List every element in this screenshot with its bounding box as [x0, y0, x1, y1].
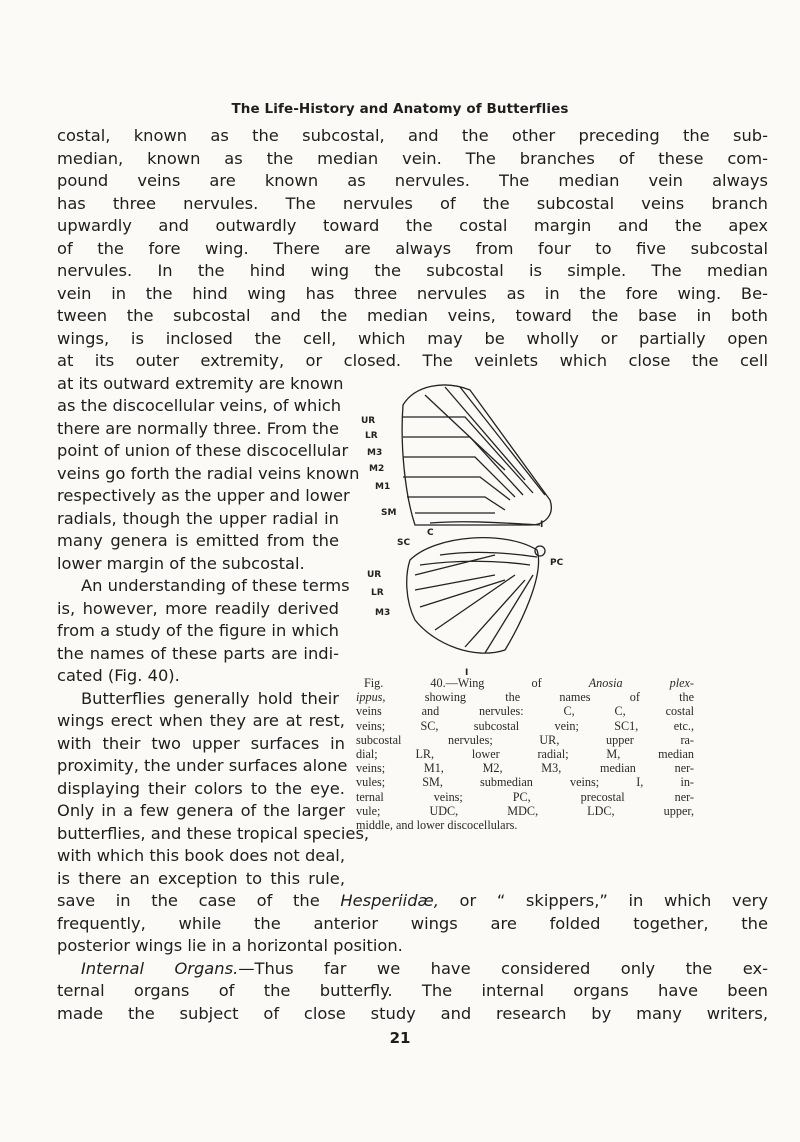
text-line: posterior wings lie in a horizontal position. [57, 936, 403, 955]
text-line: the names of these parts are indi- [57, 643, 339, 663]
label-pc: PC [550, 558, 564, 568]
wing-diagram [355, 375, 575, 675]
page-number: 21 [389, 1029, 411, 1047]
label-lr: LR [365, 431, 378, 441]
text-line: pound veins are known as nervules. The median vein always [57, 171, 768, 190]
text-line: tween the subcostal and the median veins, toward the base in both [57, 306, 768, 325]
text-line: An understanding of these terms [81, 576, 350, 595]
text-line: with their two upper surfaces in [57, 733, 345, 753]
text-line: respectively as the upper and lower [57, 486, 350, 505]
text-line: as the discocellular veins, of which [57, 396, 342, 415]
text-line: from a study of the figure in which [57, 621, 339, 640]
text-line: proximity, the under surfaces alone [57, 756, 348, 775]
text-line: save in the case of the Hesperiidæ, or “ skippers,” in which very [57, 891, 768, 910]
text-line: ternal organs of the butterfly. The internal organs have been [57, 981, 768, 1000]
label-m1: M1 [375, 482, 391, 492]
text-line: there are normally three. From the [57, 418, 339, 438]
label-c: C [427, 528, 434, 538]
text-line: nervules. In the hind wing the subcostal is simple. The median [57, 261, 768, 280]
text-line: radials, though the upper radial in [57, 508, 339, 528]
text-line: many genera is emitted from the [57, 531, 339, 550]
text-line: Butterflies generally hold their [81, 688, 339, 708]
label-m2: M2 [369, 464, 385, 474]
text-line: cated (Fig. 40). [57, 666, 180, 685]
text-line: is there an exception to this rule, [57, 868, 345, 888]
label-m3: M3 [367, 448, 383, 458]
text-line: displaying their colors to the eye. [57, 778, 345, 798]
label-ur: UR [361, 416, 376, 426]
text-line: wings, is inclosed the cell, which may be wholly or partially open [57, 328, 768, 348]
text-line: Only in a few genera of the larger [57, 801, 345, 820]
label-sm: SM [381, 508, 397, 518]
text-line: veins go forth the radial veins known [57, 463, 360, 483]
text-line: point of union of these discocellular [57, 441, 349, 460]
label-m3-hind: M3 [375, 608, 391, 618]
text-line: Internal Organs.—Thus far we have considered only the ex- [81, 958, 768, 978]
running-header: The Life-History and Anatomy of Butterflies [231, 101, 569, 117]
text-line: has three nervules. The nervules of the subcostal veins branch [57, 193, 768, 213]
text-line: butterflies, and these tropical species, [57, 823, 370, 843]
label-ur-hind: UR [367, 570, 382, 580]
label-i: I [540, 520, 544, 530]
text-line: wings erect when they are at rest, [57, 711, 345, 730]
text-line: at its outward extremity are known [57, 373, 344, 393]
text-line: is, however, more readily derived [57, 598, 339, 618]
text-line: vein in the hind wing has three nervules as in the fore wing. Be- [57, 283, 768, 303]
text-line: frequently, while the anterior wings are folded together, the [57, 913, 768, 933]
text-line: upwardly and outwardly toward the costal margin and the apex [57, 216, 768, 235]
text-line: made the subject of close study and research by many writers, [57, 1003, 768, 1023]
figure-caption: Fig. 40.—Wing of Anosia plex- ippus, showing the names of the veins and nervules: C, C, costal veins; SC, subcostal vein; SC1, etc., subcostal nervules; UR, upper ra- dial; LR, lower radial; M, median veins; M1, M2, M3, median ner- vules; SM, submedian veins; I, in- ternal veins; PC, precostal ner- vule; UDC, MDC, LDC, upper, middle, and lower discocellulars. [356, 676, 694, 833]
text-line: lower margin of the subcostal. [57, 553, 305, 573]
text-line: costal, known as the subcostal, and the other preceding the sub- [57, 126, 768, 145]
text-line: with which this book does not deal, [57, 846, 345, 865]
text-line: median, known as the median vein. The branches of these com- [57, 148, 768, 168]
label-lr-hind: LR [371, 588, 384, 598]
label-sc: SC [397, 538, 411, 548]
text-line: of the fore wing. There are always from four to five subcostal [57, 238, 768, 258]
label-i-hind: I [465, 668, 469, 675]
text-line: at its outer extremity, or closed. The veinlets which close the cell [57, 351, 768, 370]
